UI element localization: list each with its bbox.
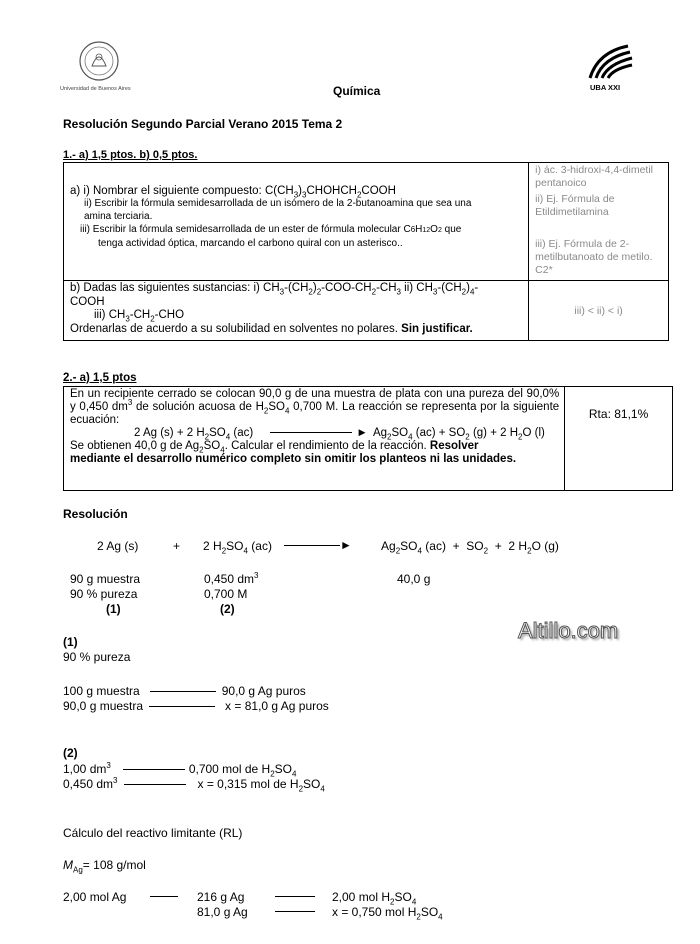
rl-row1-line1	[150, 891, 178, 903]
q1-b-iii: iii) $CH_3-CH_2$-CHO	[94, 309, 185, 324]
res-col1-tag: (1)	[106, 602, 121, 616]
part2-tag: (2)	[63, 746, 78, 760]
q1-answer-ii: ii) Ej. Fórmula de Etildimetilamina	[535, 193, 615, 218]
rl-row1-b: 216 g Ag	[197, 890, 245, 904]
q2-answer: Rta: 81,1%	[565, 387, 673, 491]
q2-equation: 2 Ag (s) + 2 $H_2SO_4$ (ac) ► $Ag_2SO_4$ $(ac) + SO_2$ (g) + 2 $H_2O$ (l)	[134, 427, 545, 442]
part1-tag: (1)	[63, 635, 78, 649]
res-col3-line1: 40,0 g	[397, 572, 431, 586]
q2-statement: En un recipiente cerrado se colocan 90,0 g de una muestra de plata con una pureza del 90,0% y 0,450 $dm^3$ de solución acuosa de $H_2SO_4$ 0,700 M. La reacción se representa por la siguiente ecuación:	[70, 388, 560, 426]
res-col2-line1: 0,450 $dm^3$	[204, 571, 259, 586]
p2-row2: 0,450 $dm^3$ x = 0,315 mol de $H_2SO_4$	[63, 776, 325, 794]
q2-table	[63, 386, 673, 491]
subject-title: Química	[333, 84, 381, 98]
uba-seal-logo	[78, 40, 120, 82]
q2-bold-instruction: mediante el desarrollo numérico completo sin omitir los planteos ni las unidades.	[70, 453, 517, 465]
res-col2-tag: (2)	[220, 602, 235, 616]
document-title: Resolución Segundo Parcial Verano 2015 Tema 2	[63, 117, 343, 131]
res-col1-line1: 90 g muestra	[70, 572, 141, 586]
res-eq-ag: 2 Ag (s)	[97, 539, 139, 553]
res-eq-h2so4: 2 $H_2SO_4$ (ac)	[203, 539, 272, 556]
resolution-heading: Resolución	[63, 507, 128, 521]
q1-answer-i: i) ác. 3-hidroxi-4,4-dimetil pentanoico	[535, 164, 654, 189]
q1-a-ii: ii) Escribir la fórmula semidesarrollada de un isómero de la 2-butanoamina que sea una amina terciaria.	[84, 198, 472, 222]
q1-a-main: a) i) Nombrar el siguiente compuesto: $C(CH_3)_3CHOHCH_2COOH$	[70, 185, 396, 200]
q2-obtained: Se obtienen 40,0 g de $Ag_2SO_4$. Calcular el rendimiento de la reacción. Resolver	[70, 440, 479, 455]
res-col2-line2: 0,700 M	[204, 587, 248, 601]
p1-row2: 90,0 g muestra x = 81,0 g Ag puros	[63, 699, 329, 713]
rl-row1-a: 2,00 mol Ag	[63, 890, 127, 904]
rl-row2-c: x = 0,750 mol $H_2SO_4$	[332, 905, 443, 922]
res-eq-arrow: ►	[284, 538, 352, 552]
rl-title: Cálculo del reactivo limitante (RL)	[63, 826, 243, 840]
q1-answer-iii: iii) Ej. Fórmula de 2-metilbutanoato de metilo. C2*	[535, 238, 653, 276]
q1-b-answer: iii) < ii) < i)	[529, 281, 669, 341]
rl-row1-c: 2,00 mol $H_2SO_4$	[332, 890, 417, 907]
res-eq-products: $Ag_2SO_4$ $(ac) + SO_2 + 2$ $H_2O$ (g)	[381, 539, 559, 556]
altillo-watermark: Altillo.com	[518, 618, 619, 643]
q1-table	[63, 162, 669, 341]
uba-xxi-logo	[588, 44, 634, 80]
uba-caption: Universidad de Buenos Aires	[60, 86, 131, 92]
rl-row2-b: 81,0 g Ag	[197, 905, 248, 919]
rl-row2-line	[275, 906, 315, 918]
q2-heading: 2.- a) 1,5 ptos	[63, 372, 137, 384]
res-eq-plus: +	[173, 539, 181, 553]
uba-xxi-caption: UBA XXI	[590, 83, 621, 92]
q1-b-order: Ordenarlas de acuerdo a su solubilidad en solventes no polares. Sin justificar.	[70, 322, 473, 335]
molar-mass: $M_{Ag}= 108$ g/mol	[63, 858, 146, 875]
q1-heading: 1.- a) 1,5 ptos. b) 0,5 ptos.	[63, 149, 198, 161]
p2-row1: 1,00 $dm^3$ 0,700 mol de $H_2SO_4$	[63, 761, 297, 779]
q1-a-iii: iii) Escribir la fórmula semidesarrollada de un ester de fórmula molecular C6H12O2 que tenga actividad óptica, marcando el carbono quiral con un asterisco..	[80, 224, 462, 249]
q1-b-text: b) Dadas las siguientes sustancias: i) $CH_3-(CH_2)_2-COO-CH_2-CH_3$ ii) $CH_3-(CH_2)_4-$ COOH	[70, 282, 479, 308]
res-col1-line2: 90 % pureza	[70, 587, 138, 601]
p1-row1: 100 g muestra 90,0 g Ag puros	[63, 684, 306, 698]
rl-row1-line2	[275, 891, 315, 903]
part1-text: 90 % pureza	[63, 650, 131, 664]
